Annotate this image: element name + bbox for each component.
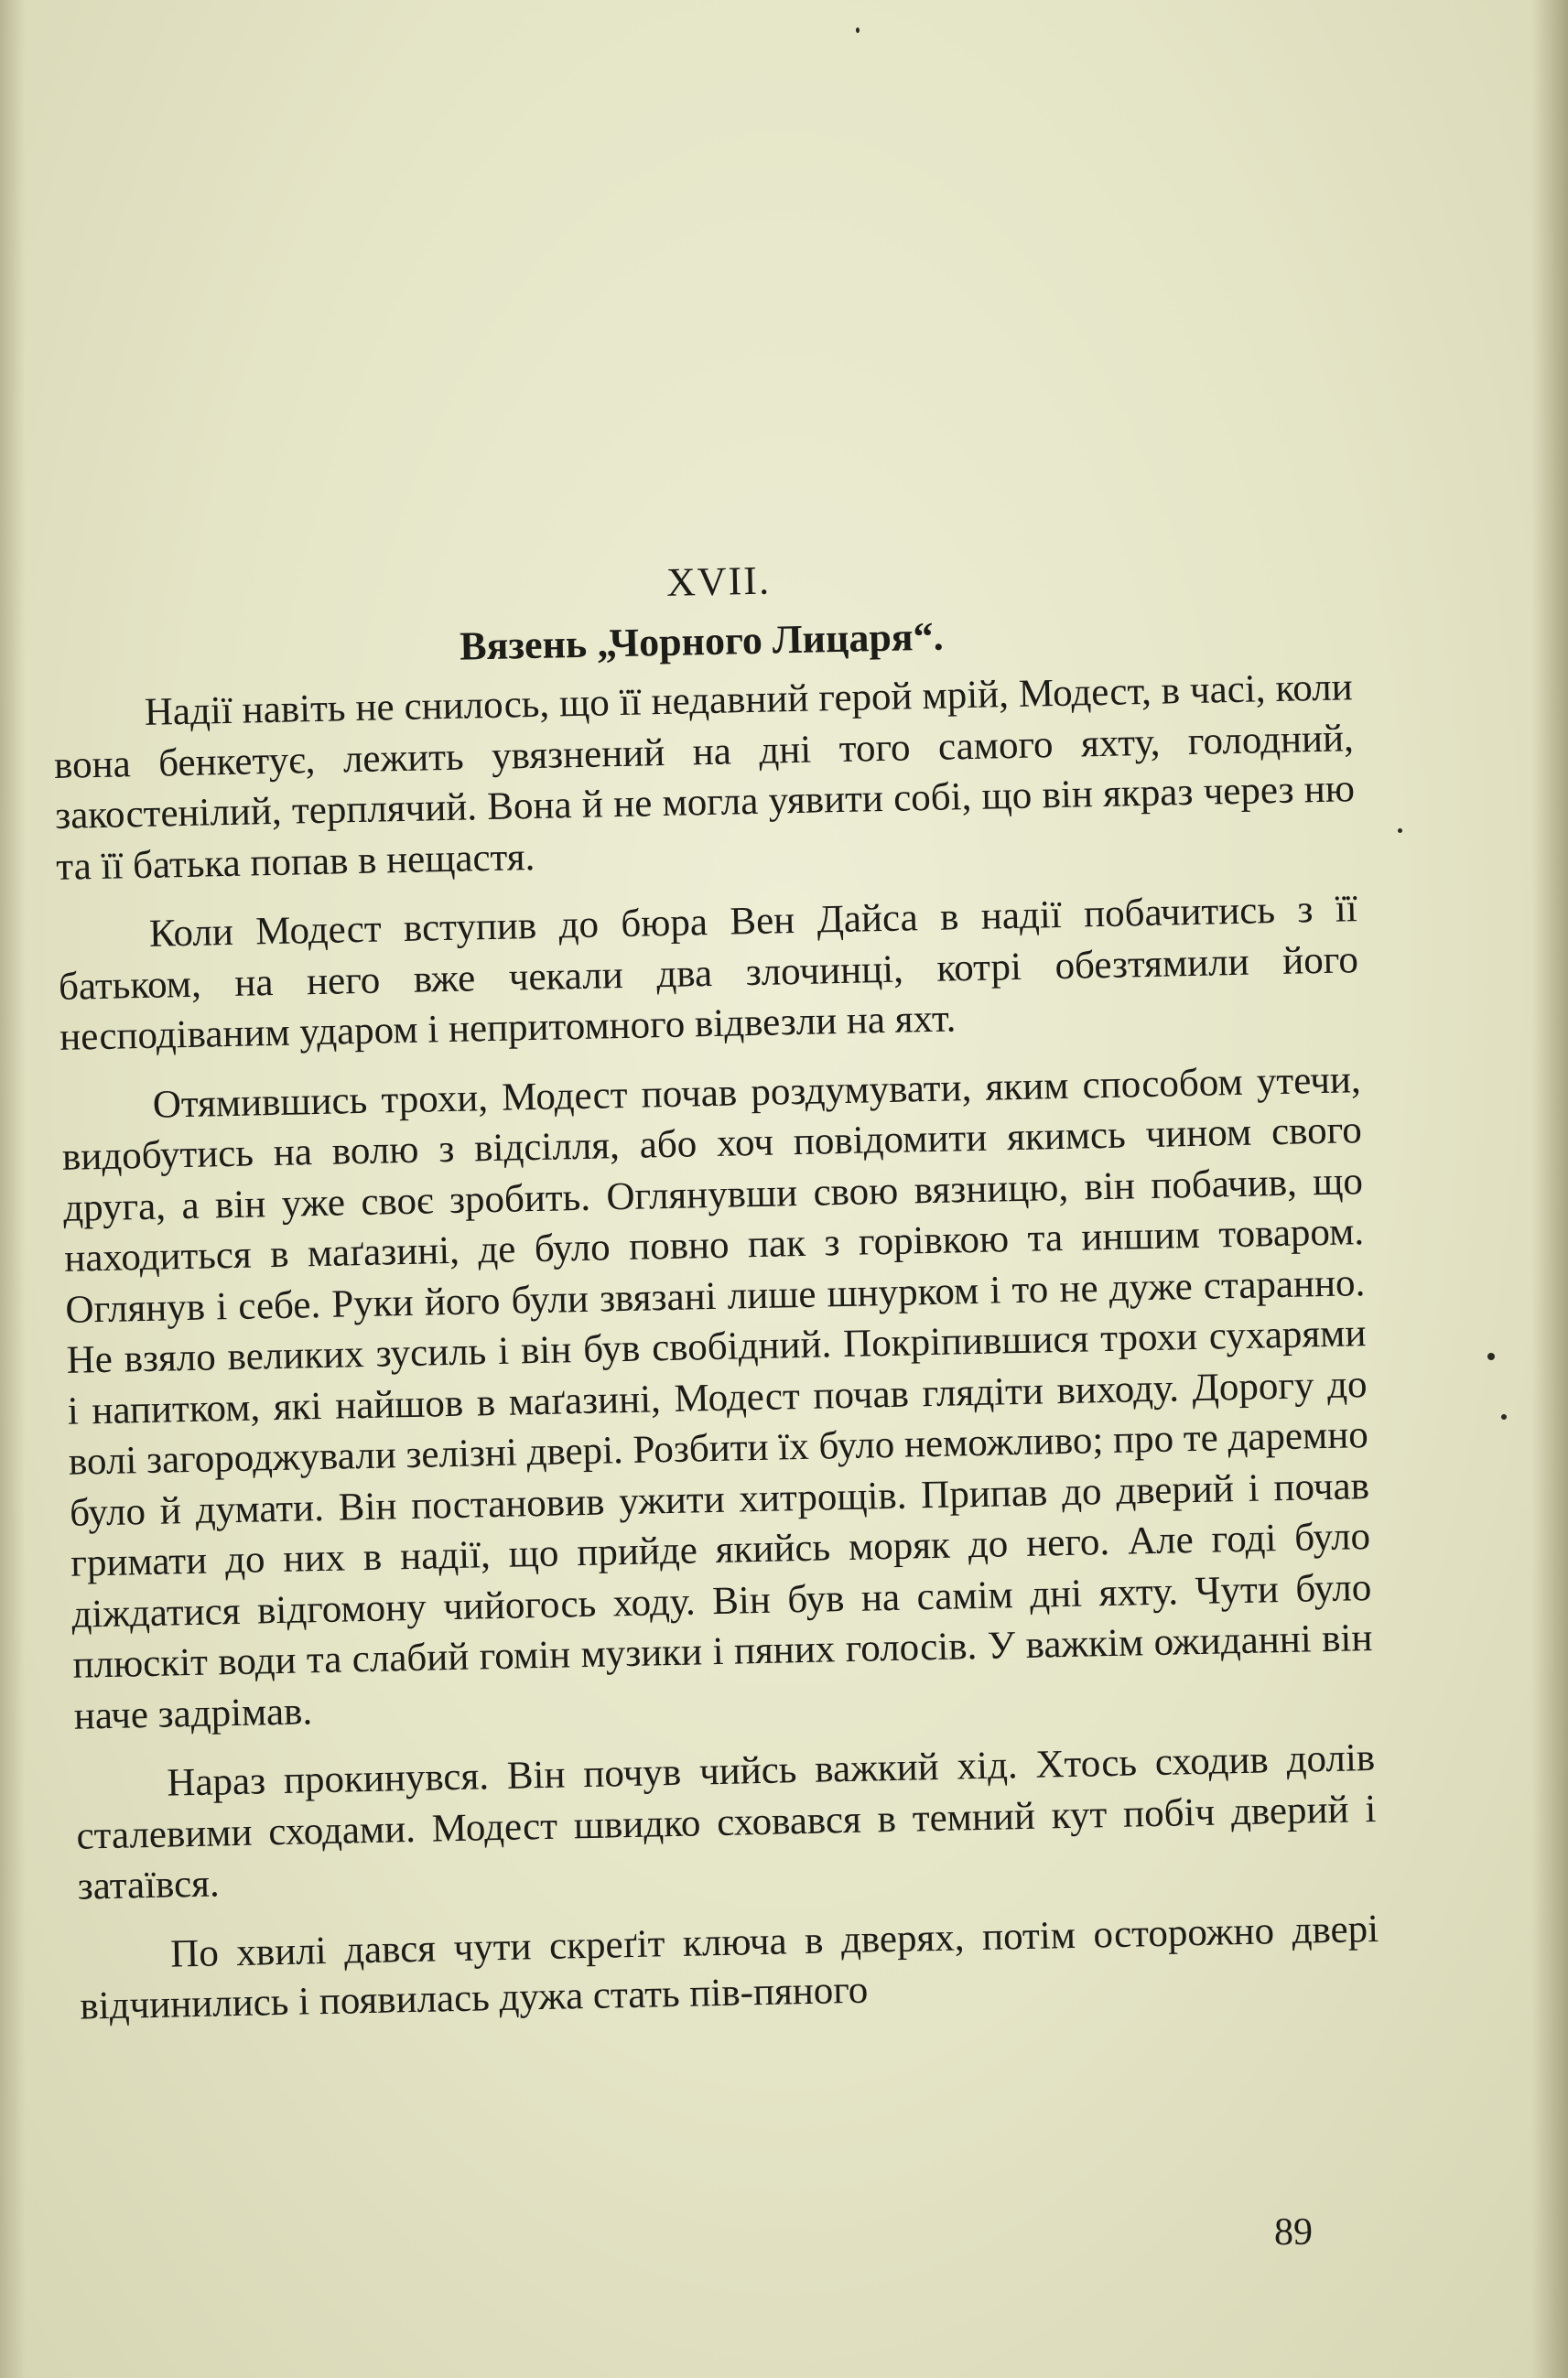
paragraph-3: Отямившись трохи, Модест почав роздумувати, яким способом утечи, видобутись на волю з відсілля, або хоч повідомити якимсь чином свого друга, а він уже своє зробить. Оглянувши свою вязницю, він побачив, що находиться в маґазині, де було повно пак з горівкою та иншим товаром. Оглянув і себе. Руки його були звязані лише шнурком і то не дуже старанно. Не взяло великих зусиль і він був свобідний. Покріпившися трохи сухарями і напитком, які найшов в маґазині, Модест почав глядіти виходу. Дорогу до волі загороджували зелізні двері. Розбити їх було неможливо; про те даремно було й думати. Він постановив ужити хитрощів. Припав до дверий і почав гримати до них в надії, що прийде якийсь моряк до него. Але годі було діждатися відгомону чийогось ходу. Він був на самім дні яхту. Чути було плюскіт води та слабий гомін музики і пяних голосів. У важкім ожиданні він наче задрімав. [61,1057,1373,1738]
paragraph-4: Нараз прокинувся. Він почув чийсь важкий хід. Хтось сходив долів сталевими сходами. Модест швидко сховався в темний кут побіч дверий і затаївся. [76,1735,1377,1908]
paragraph-1: Надії навіть не снилось, що її недавний герой мрій, Модест, в часі, коли вона бенкетує, лежить увязнений на дні того самого яхту, голодний, закостенілий, терплячий. Вона й не могла уявити собі, що він якраз через ню та її батька попав в нещастя. [53,665,1356,889]
page-edge-shadow-right [1531,0,1568,2378]
page-text-block [50,545,1381,2050]
paragraph-5: По хвилі дався чути скреґіт ключа в дверях, потім осторожно двері відчинились і появилась дужа стать пів-пяного [79,1907,1379,2028]
page-edge-shadow-left [0,0,26,2378]
chapter-number: XVII. [665,557,772,605]
paragraph-2: Коли Модест вступив до бюра Вен Дайса в надії побачитись з її батьком, на него вже чекали два злочинці, котрі обезтямили його несподіваним ударом і непритомного відвезли на яхт. [58,887,1359,1059]
page-number: 89 [1274,2211,1313,2254]
ink-speck [1501,1414,1507,1420]
ink-speck [1398,828,1402,833]
chapter-title: Вязень „Чорного Лицаря“. [459,613,945,669]
ink-speck [856,27,860,33]
ink-speck [1487,1353,1495,1360]
